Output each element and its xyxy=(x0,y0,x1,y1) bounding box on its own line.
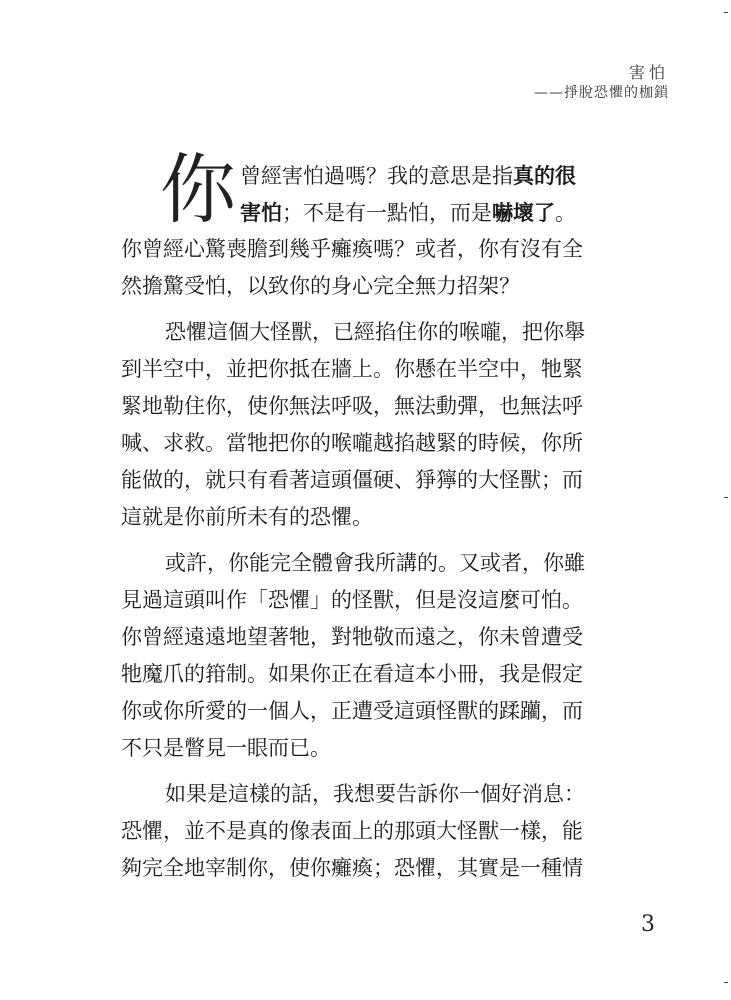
text-run: 曾經害怕過嗎？我的意思是指 xyxy=(240,164,513,188)
paragraph-2-line: 恐懼這個大怪獸，已經掐住你的喉嚨，把你舉 xyxy=(165,320,585,344)
text-run: ；不是有一點怕，而是 xyxy=(282,201,492,225)
body-text xyxy=(121,231,611,887)
paragraph-4-line: 如果是這樣的話，我想要告訴你一個好消息： xyxy=(165,782,585,806)
emphasis-text: 嚇壞了 xyxy=(492,200,555,225)
paragraph-2-line: 能做的，就只有看著這頭僵硬、猙獰的大怪獸；而 xyxy=(121,468,583,492)
running-header-title: 害怕 xyxy=(628,63,669,82)
crop-mark xyxy=(724,497,728,498)
crop-mark xyxy=(724,982,728,983)
crop-mark xyxy=(724,12,728,13)
paragraph-3-line: 你曾經遠遠地望著牠，對牠敬而遠之，你未曾遭受 xyxy=(121,625,583,649)
paragraph-2-line: 到半空中，並把你抵在牆上。你懸在半空中，牠緊 xyxy=(121,357,583,381)
paragraph-3-line: 不只是瞥見一眼而已。 xyxy=(121,736,331,760)
paragraph-3-line: 或許，你能完全體會我所講的。又或者，你雖 xyxy=(165,551,585,575)
paragraph-2-line: 喊、求救。當牠把你的喉嚨越掐越緊的時候，你所 xyxy=(121,431,583,455)
paragraph-2-line: 緊地勒住你，使你無法呼吸，無法動彈，也無法呼 xyxy=(121,394,583,418)
paragraph-3-line: 你或你所愛的一個人，正遭受這頭怪獸的蹂躪，而 xyxy=(121,699,583,723)
emphasis-text: 真的很 xyxy=(513,163,576,188)
paragraph-1-line-3: 你曾經心驚喪膽到幾乎癱瘓嗎？或者，你有沒有全 xyxy=(121,237,583,261)
paragraph-4-line: 夠完全地宰制你，使你癱瘓；恐懼，其實是一種情 xyxy=(121,856,583,880)
page-number: 3 xyxy=(641,912,655,937)
paragraph-1-line-4: 然擔驚受怕，以致你的身心完全無力招架？ xyxy=(121,274,520,298)
paragraph-1-line-2 xyxy=(240,194,576,232)
paragraph-1-line-1 xyxy=(240,157,576,195)
emphasis-text: 害怕 xyxy=(240,200,282,225)
paragraph-3-line: 牠魔爪的箝制。如果你正在看這本小冊，我是假定 xyxy=(121,662,583,686)
paragraph-3-line: 見過這頭叫作「恐懼」的怪獸，但是沒這麼可怕。 xyxy=(121,588,583,612)
paragraph-4-line: 恐懼，並不是真的像表面上的那頭大怪獸一樣，能 xyxy=(121,819,583,843)
running-header-subtitle: ——掙脫恐懼的枷鎖 xyxy=(534,85,669,101)
text-run: 。 xyxy=(555,201,576,225)
paragraph-2-line: 這就是你前所未有的恐懼。 xyxy=(121,505,373,529)
drop-cap: 你 xyxy=(160,145,236,234)
